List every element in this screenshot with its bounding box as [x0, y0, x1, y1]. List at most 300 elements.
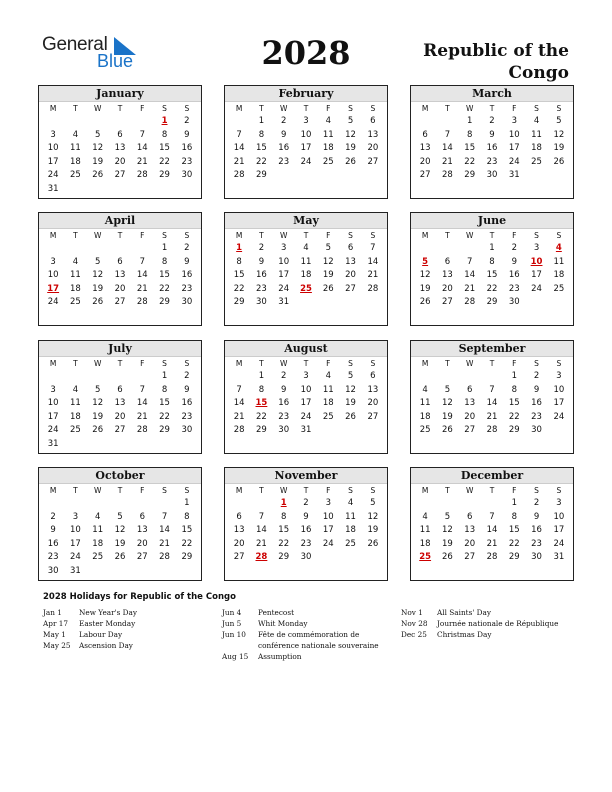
- day-cell: 3: [556, 498, 562, 508]
- day-cell: 25: [531, 156, 542, 167]
- weekday-header: F: [512, 104, 517, 113]
- day-cell: 14: [233, 143, 245, 154]
- day-cell: 29: [508, 552, 520, 563]
- holiday-column: [43, 607, 213, 651]
- day-cell: 3: [303, 371, 309, 381]
- day-cell: 9: [280, 129, 287, 140]
- day-cell: 21: [136, 283, 148, 294]
- weekday-header: M: [49, 359, 57, 368]
- empty-cell: [481, 370, 503, 384]
- holiday-item: [222, 618, 392, 629]
- weekday-header: S: [534, 231, 539, 240]
- month-june: [410, 212, 574, 326]
- month-january: [38, 85, 202, 199]
- empty-cell: [436, 370, 458, 384]
- day-cell: 25: [322, 156, 334, 167]
- day-cell: 8: [511, 511, 517, 522]
- day-cell: 20: [464, 411, 476, 422]
- holiday-day-cell: 5: [422, 256, 429, 267]
- weekday-header: T: [303, 231, 309, 240]
- day-cell: 17: [300, 143, 312, 154]
- day-cell: 12: [553, 129, 565, 140]
- empty-cell: [87, 370, 109, 384]
- holiday-item: [222, 651, 392, 662]
- day-cell: 29: [464, 170, 476, 181]
- day-cell: 27: [345, 283, 356, 294]
- day-cell: 18: [553, 270, 565, 281]
- day-cell: 27: [136, 552, 148, 563]
- weekday-header: F: [326, 231, 331, 240]
- day-cell: 16: [47, 538, 59, 549]
- day-cell: 3: [50, 256, 56, 267]
- empty-cell: [109, 370, 131, 384]
- weekday-header: T: [445, 231, 450, 240]
- day-cell: 19: [442, 538, 453, 549]
- weekday-header: M: [235, 231, 243, 240]
- day-cell: 13: [367, 384, 379, 395]
- day-cell: 9: [184, 129, 190, 140]
- day-cell: 30: [256, 297, 267, 308]
- day-cell: 7: [489, 384, 495, 395]
- day-cell: 21: [233, 411, 245, 422]
- day-cell: 1: [258, 371, 265, 381]
- day-cell: 16: [181, 270, 193, 281]
- day-cell: 19: [419, 283, 431, 294]
- day-cell: 3: [533, 243, 540, 253]
- month-march: [410, 85, 574, 199]
- day-cell: 9: [50, 525, 56, 536]
- day-cell: 15: [508, 525, 520, 536]
- day-cell: 8: [161, 256, 168, 267]
- day-cell: 13: [442, 270, 453, 281]
- day-cell: 3: [50, 384, 56, 395]
- day-cell: 19: [92, 156, 104, 167]
- day-cell: 5: [556, 116, 562, 126]
- day-cell: 8: [236, 256, 242, 267]
- day-cell: 9: [280, 384, 287, 395]
- day-cell: 15: [159, 270, 170, 281]
- day-cell: 15: [256, 143, 267, 154]
- day-cell: 15: [159, 143, 170, 154]
- holiday-item: [43, 607, 213, 618]
- day-cell: 12: [419, 270, 431, 281]
- month-february: [224, 85, 388, 199]
- month-title: September: [411, 341, 573, 357]
- day-cell: 17: [300, 398, 312, 409]
- day-cell: 18: [300, 270, 312, 281]
- day-cell: 23: [300, 538, 312, 549]
- weekday-header: T: [73, 359, 78, 368]
- day-cell: 16: [531, 398, 542, 409]
- day-cell: 21: [159, 538, 170, 549]
- day-cell: 21: [136, 411, 148, 422]
- day-cell: 23: [278, 411, 290, 422]
- weekday-header: T: [259, 104, 264, 113]
- weekday-header: T: [445, 486, 450, 495]
- day-cell: 6: [422, 129, 428, 140]
- day-cell: 7: [236, 129, 242, 140]
- day-cell: 20: [114, 283, 126, 294]
- day-cell: 31: [47, 183, 59, 194]
- day-cell: 11: [531, 129, 542, 140]
- day-cell: 18: [322, 398, 334, 409]
- holiday-day-cell: 1: [161, 116, 168, 126]
- day-cell: 26: [442, 552, 453, 563]
- month-september: [410, 340, 574, 454]
- day-cell: 17: [508, 143, 520, 154]
- weekday-header: T: [259, 359, 264, 368]
- day-cell: 10: [70, 525, 81, 536]
- empty-cell: [131, 370, 153, 384]
- day-cell: 19: [553, 143, 565, 154]
- day-cell: 20: [367, 143, 379, 154]
- day-cell: 18: [70, 283, 81, 294]
- day-cell: 13: [345, 256, 356, 267]
- day-cell: 5: [94, 384, 101, 395]
- day-cell: 30: [508, 297, 520, 308]
- day-cell: 26: [92, 297, 104, 308]
- holiday-name: All Saints' Day: [437, 608, 491, 617]
- day-cell: 10: [47, 270, 59, 281]
- day-cell: 1: [184, 498, 190, 508]
- day-cell: 10: [300, 129, 312, 140]
- holiday-name: New Year's Day: [79, 608, 138, 617]
- day-cell: 9: [533, 511, 540, 522]
- day-cell: 4: [72, 384, 79, 395]
- day-cell: 29: [508, 425, 520, 436]
- day-cell: 15: [486, 270, 498, 281]
- day-cell: 23: [531, 538, 542, 549]
- day-cell: 4: [533, 116, 540, 126]
- day-cell: 25: [70, 297, 81, 308]
- day-cell: 2: [533, 371, 540, 381]
- day-cell: 31: [508, 170, 520, 181]
- day-cell: 8: [184, 511, 190, 522]
- weekday-header: W: [279, 104, 288, 113]
- month-december: [410, 467, 574, 581]
- day-cell: 29: [256, 425, 267, 436]
- day-cell: 14: [442, 143, 453, 154]
- day-cell: 3: [303, 116, 309, 126]
- empty-cell: [131, 115, 153, 129]
- month-title: October: [39, 468, 201, 484]
- holiday-date: Dec 25: [401, 630, 427, 639]
- day-cell: 8: [489, 256, 495, 267]
- weekday-header: S: [184, 104, 190, 113]
- day-cell: 21: [136, 156, 148, 167]
- day-cell: 6: [370, 371, 376, 381]
- weekday-header: S: [370, 104, 376, 113]
- day-cell: 4: [94, 511, 101, 522]
- day-cell: 26: [553, 156, 565, 167]
- day-cell: 8: [280, 511, 287, 522]
- day-cell: 23: [47, 552, 59, 563]
- day-cell: 6: [117, 256, 123, 267]
- weekday-header: S: [184, 486, 190, 495]
- day-cell: 7: [139, 256, 145, 267]
- weekday-header: S: [534, 359, 539, 368]
- day-cell: 18: [419, 411, 431, 422]
- weekday-header: F: [140, 486, 145, 495]
- day-cell: 1: [161, 371, 168, 381]
- day-cell: 4: [72, 129, 79, 140]
- day-cell: 2: [50, 511, 56, 522]
- weekday-header: T: [303, 359, 309, 368]
- holiday-date: Nov 1: [401, 608, 423, 617]
- day-cell: 19: [345, 143, 356, 154]
- weekday-header: S: [348, 486, 353, 495]
- day-cell: 27: [464, 425, 476, 436]
- day-cell: 4: [347, 498, 354, 508]
- day-cell: 26: [442, 425, 453, 436]
- empty-cell: [87, 242, 109, 256]
- day-cell: 5: [94, 129, 101, 140]
- month-april: [38, 212, 202, 326]
- day-cell: 23: [181, 283, 193, 294]
- holiday-item: [401, 618, 571, 629]
- day-cell: 20: [464, 538, 476, 549]
- day-cell: 11: [322, 129, 334, 140]
- empty-cell: [64, 370, 86, 384]
- holiday-date: Aug 15: [222, 652, 249, 661]
- day-cell: 6: [466, 384, 473, 395]
- day-cell: 21: [233, 156, 245, 167]
- day-cell: 25: [70, 170, 81, 181]
- day-cell: 20: [114, 156, 126, 167]
- day-cell: 9: [303, 511, 309, 522]
- month-day-grid: [411, 484, 573, 565]
- day-cell: 18: [92, 538, 104, 549]
- month-july: [38, 340, 202, 454]
- day-cell: 2: [511, 243, 517, 253]
- holiday-day-cell: 4: [555, 243, 562, 253]
- day-cell: 28: [136, 425, 148, 436]
- holiday-name: Labour Day: [79, 630, 123, 639]
- holiday-item: [222, 629, 392, 651]
- weekday-header: T: [445, 104, 450, 113]
- day-cell: 16: [181, 398, 193, 409]
- day-cell: 19: [367, 525, 379, 536]
- day-cell: 16: [278, 143, 290, 154]
- day-cell: 18: [70, 411, 81, 422]
- day-cell: 26: [92, 170, 104, 181]
- weekday-header: T: [259, 231, 264, 240]
- weekday-header: S: [162, 104, 167, 113]
- day-cell: 13: [114, 270, 126, 281]
- day-cell: 27: [367, 411, 379, 422]
- day-cell: 28: [442, 170, 453, 181]
- weekday-header: M: [49, 231, 57, 240]
- weekday-header: S: [534, 486, 539, 495]
- month-day-grid: [39, 484, 201, 579]
- day-cell: 24: [47, 425, 59, 436]
- holiday-item: [222, 607, 392, 618]
- day-cell: 22: [486, 283, 498, 294]
- day-cell: 16: [256, 270, 267, 281]
- day-cell: 2: [280, 116, 287, 126]
- holiday-date: May 25: [43, 641, 71, 650]
- day-cell: 4: [325, 116, 331, 126]
- day-cell: 17: [70, 538, 81, 549]
- day-cell: 16: [300, 525, 312, 536]
- holiday-day-cell: 25: [300, 283, 312, 294]
- day-cell: 4: [325, 371, 331, 381]
- day-cell: 24: [278, 283, 290, 294]
- day-cell: 29: [181, 552, 193, 563]
- day-cell: 26: [92, 425, 104, 436]
- day-cell: 20: [345, 270, 356, 281]
- empty-cell: [436, 115, 458, 129]
- day-cell: 16: [278, 398, 290, 409]
- day-cell: 13: [464, 398, 476, 409]
- day-cell: 19: [442, 411, 453, 422]
- empty-cell: [481, 497, 503, 511]
- day-cell: 26: [322, 283, 334, 294]
- day-cell: 1: [258, 116, 265, 126]
- empty-cell: [459, 242, 481, 256]
- day-cell: 25: [70, 425, 81, 436]
- month-title: May: [225, 213, 387, 229]
- month-day-grid: [225, 484, 387, 565]
- day-cell: 30: [278, 425, 290, 436]
- month-title: November: [225, 468, 387, 484]
- weekday-header: S: [348, 231, 353, 240]
- day-cell: 18: [322, 143, 334, 154]
- empty-cell: [131, 242, 153, 256]
- day-cell: 29: [159, 297, 170, 308]
- day-cell: 5: [444, 511, 451, 522]
- day-cell: 29: [278, 552, 290, 563]
- day-cell: 2: [184, 243, 190, 253]
- weekday-header: F: [512, 231, 517, 240]
- empty-cell: [87, 497, 109, 511]
- holiday-date: Jun 10: [222, 630, 246, 639]
- day-cell: 12: [322, 256, 334, 267]
- holiday-name: Pentecost: [258, 608, 295, 617]
- holiday-day-cell: 15: [255, 398, 268, 409]
- day-cell: 3: [511, 116, 517, 126]
- day-cell: 6: [466, 511, 473, 522]
- day-cell: 15: [278, 525, 290, 536]
- day-cell: 30: [486, 170, 498, 181]
- day-cell: 6: [370, 116, 376, 126]
- day-cell: 19: [92, 283, 104, 294]
- day-cell: 29: [159, 170, 170, 181]
- day-cell: 27: [114, 297, 126, 308]
- day-cell: 21: [464, 283, 476, 294]
- day-cell: 28: [486, 552, 498, 563]
- weekday-header: S: [370, 486, 376, 495]
- weekday-header: S: [534, 104, 539, 113]
- day-cell: 11: [419, 525, 431, 536]
- day-cell: 19: [345, 398, 356, 409]
- day-cell: 9: [533, 384, 540, 395]
- day-cell: 14: [136, 398, 148, 409]
- day-cell: 10: [278, 256, 290, 267]
- weekday-header: W: [465, 486, 474, 495]
- day-cell: 5: [94, 256, 101, 267]
- day-cell: 31: [553, 552, 565, 563]
- holiday-day-cell: 10: [530, 256, 543, 267]
- day-cell: 9: [184, 256, 190, 267]
- weekday-header: W: [465, 231, 474, 240]
- day-cell: 30: [181, 425, 193, 436]
- day-cell: 20: [233, 538, 245, 549]
- day-cell: 22: [159, 156, 170, 167]
- holiday-date: Apr 17: [43, 619, 69, 628]
- empty-cell: [109, 497, 131, 511]
- weekday-header: S: [184, 359, 190, 368]
- day-cell: 21: [486, 538, 498, 549]
- weekday-header: T: [445, 359, 450, 368]
- day-cell: 21: [486, 411, 498, 422]
- empty-cell: [131, 497, 153, 511]
- weekday-header: M: [235, 359, 243, 368]
- day-cell: 15: [159, 398, 170, 409]
- weekday-header: T: [117, 231, 123, 240]
- weekday-header: W: [279, 486, 288, 495]
- day-cell: 13: [367, 129, 379, 140]
- day-cell: 30: [531, 425, 542, 436]
- day-cell: 16: [181, 143, 193, 154]
- month-day-grid: [225, 229, 387, 310]
- holidays-title: 2028 Holidays for Republic of the Congo: [43, 592, 236, 602]
- day-cell: 7: [444, 129, 451, 140]
- day-cell: 24: [300, 156, 312, 167]
- holiday-item: [43, 640, 213, 651]
- empty-cell: [87, 115, 109, 129]
- day-cell: 14: [486, 525, 498, 536]
- day-cell: 24: [300, 411, 312, 422]
- day-cell: 23: [486, 156, 498, 167]
- day-cell: 11: [70, 143, 81, 154]
- weekday-header: W: [93, 231, 102, 240]
- day-cell: 14: [136, 143, 148, 154]
- day-cell: 23: [278, 156, 290, 167]
- day-cell: 14: [136, 270, 148, 281]
- day-cell: 28: [159, 552, 170, 563]
- holiday-item: [401, 629, 571, 640]
- day-cell: 15: [181, 525, 193, 536]
- month-august: [224, 340, 388, 454]
- weekday-header: W: [465, 104, 474, 113]
- day-cell: 5: [347, 116, 354, 126]
- month-day-grid: [411, 357, 573, 438]
- empty-cell: [436, 497, 458, 511]
- empty-cell: [414, 497, 436, 511]
- day-cell: 12: [442, 525, 453, 536]
- weekday-header: M: [421, 359, 429, 368]
- day-cell: 29: [159, 425, 170, 436]
- day-cell: 22: [464, 156, 476, 167]
- logo-blue-text: Blue: [97, 51, 134, 71]
- day-cell: 27: [233, 552, 245, 563]
- day-cell: 15: [233, 270, 245, 281]
- day-cell: 22: [181, 538, 193, 549]
- day-cell: 3: [280, 243, 287, 253]
- day-cell: 24: [553, 538, 565, 549]
- day-cell: 19: [92, 411, 104, 422]
- day-cell: 17: [553, 398, 565, 409]
- empty-cell: [459, 497, 481, 511]
- day-cell: 23: [508, 283, 520, 294]
- weekday-header: M: [421, 231, 429, 240]
- country-title: Republic of the Congo: [423, 41, 569, 83]
- day-cell: 16: [531, 525, 542, 536]
- day-cell: 27: [367, 156, 379, 167]
- day-cell: 11: [92, 525, 104, 536]
- day-cell: 26: [367, 538, 379, 549]
